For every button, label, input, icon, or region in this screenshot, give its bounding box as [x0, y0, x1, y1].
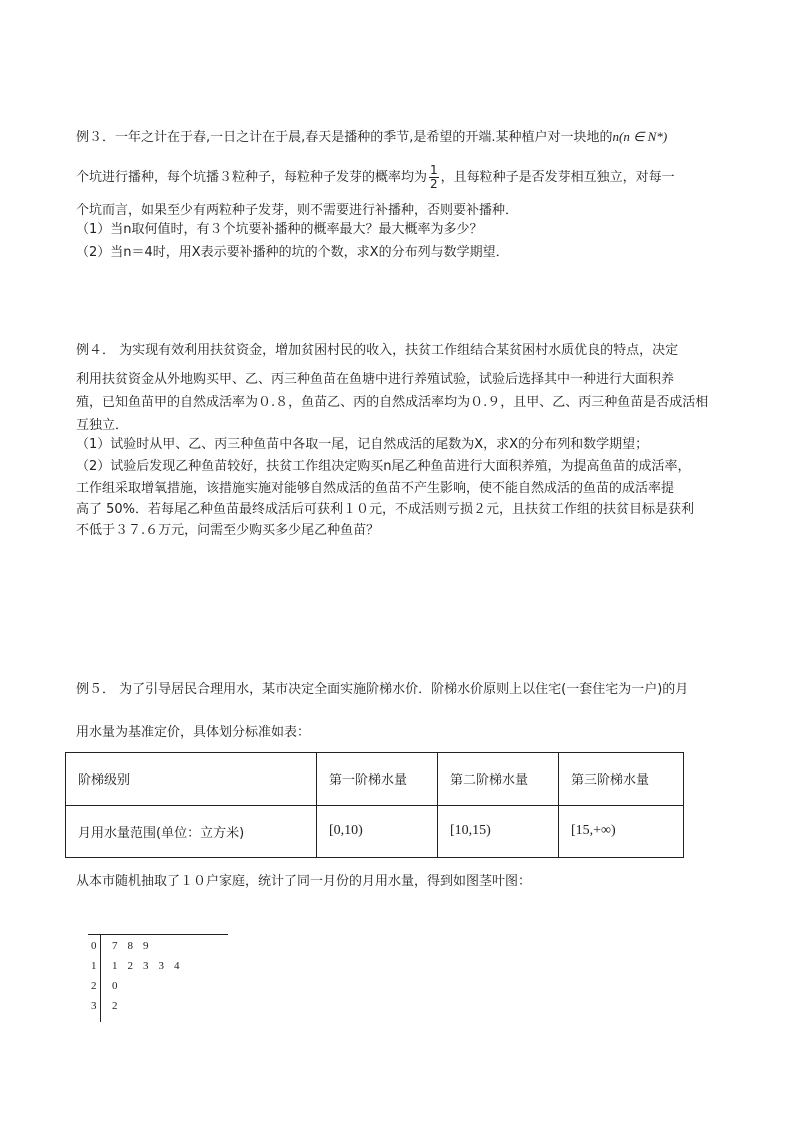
ex5-line2: 用水量为基准定价，具体划分标准如表：: [76, 725, 311, 740]
table-row: [66, 805, 684, 858]
leaf-value: 9: [143, 940, 149, 952]
probability-fraction: [429, 164, 439, 191]
fraction-numerator: 1: [430, 163, 438, 177]
ex5-line1: 例５． 为了引导居民合理用水，某市决定全面实施阶梯水价．阶梯水价原则上以住宅(一套住宅为一户)的月: [76, 682, 689, 697]
ex4-line7: 工作组采取增氧措施，该措施实施对能够自然成活的鱼苗不产生影响，使不能自然成活的鱼苗的成活率提: [76, 481, 675, 496]
stem-value: 3: [91, 1000, 97, 1012]
table-cell: 阶梯级别: [66, 753, 317, 806]
ex4-line4: 互独立．: [76, 418, 129, 433]
table-cell: [10,15): [438, 805, 559, 858]
table-cell: 第二阶梯水量: [438, 753, 559, 806]
stem-leaf-top-rule: [88, 934, 228, 935]
ex4-line5: （1）试验时从甲、乙、丙三种鱼苗中各取一尾，记自然成活的尾数为X，求X的分布列和数学期望；: [76, 437, 649, 452]
stem-leaf-plot: [88, 934, 233, 1024]
stem-leaf-row: [88, 976, 233, 996]
ex4-line3: 殖，已知鱼苗甲的自然成活率为０.８，鱼苗乙、丙的自然成活率均为０.９，且甲、乙、丙三种鱼苗是否成活相: [76, 395, 709, 410]
stem-leaf-row: [88, 996, 233, 1016]
water-tier-table: [65, 752, 684, 858]
stem-leaf-row: [88, 956, 233, 976]
ex3-line1-text: 例３．一年之计在于春,一日之计在于晨,春天是播种的季节,是希望的开端.某种植户对一块地的: [76, 130, 613, 145]
stem-value: 1: [91, 960, 97, 972]
ex4-line2: 利用扶贫资金从外地购买甲、乙、丙三种鱼苗在鱼塘中进行养殖试验，试验后选择其中一种进行大面积养: [76, 372, 675, 387]
stem-value: 2: [91, 980, 97, 992]
ex3-line1: [76, 128, 667, 147]
table-cell: [0,10): [317, 805, 438, 858]
ex5-line3: 从本市随机抽取了１０户家庭，统计了同一月份的月用水量，得到如图茎叶图：: [76, 874, 532, 889]
ex3-line3: 个坑而言，如果至少有两粒种子发芽，则不需要进行补播种，否则要补播种．: [76, 203, 519, 218]
leaf-value: 1: [112, 960, 118, 972]
leaf-value: 0: [112, 980, 118, 992]
table-cell: 第三阶梯水量: [559, 753, 684, 806]
stem-leaf-row: [88, 936, 233, 956]
ex3-line2-pre: 个坑进行播种，每个坑播３粒种子，每粒种子发芽的概率均为: [76, 170, 428, 185]
leaf-value: 4: [174, 960, 180, 972]
ex3-line2-post: ，且每粒种子是否发芽相互独立，对每一: [440, 170, 675, 185]
ex3-question-1: （1）当n取何值时，有３个坑要补播种的概率最大？最大概率为多少？: [76, 222, 483, 237]
leaf-value: 8: [127, 940, 133, 952]
ex4-line9: 不低于３７.６万元，问需至少购买多少尾乙种鱼苗？: [76, 523, 380, 538]
ex3-line2: [76, 164, 675, 191]
ex3-line1-math: n(n ∈ N*): [612, 129, 668, 144]
leaf-value: 2: [112, 1000, 118, 1012]
table-cell: [15,+∞): [559, 805, 684, 858]
table-cell: 月用水量范围(单位：立方米): [66, 805, 317, 858]
fraction-denominator: 2: [430, 177, 438, 191]
ex4-line8: 高了 50%．若每尾乙种鱼苗最终成活后可获利１０元，不成活则亏损２元，且扶贫工作组的扶贫目标是获利: [76, 502, 695, 517]
stem-value: 0: [91, 940, 97, 952]
leaf-value: 2: [127, 960, 133, 972]
leaf-value: 3: [143, 960, 149, 972]
leaf-value: 3: [158, 960, 164, 972]
table-cell: 第一阶梯水量: [317, 753, 438, 806]
leaf-value: 7: [112, 940, 118, 952]
ex3-question-2: （2）当n＝4时，用X表示要补播种的坑的个数，求X的分布列与数学期望．: [76, 245, 509, 260]
ex4-line1: 例４． 为实现有效利用扶贫资金，增加贫困村民的收入，扶贫工作组结合某贫困村水质优良的特点，决定: [76, 343, 679, 358]
ex4-line6: （2）试验后发现乙种鱼苗较好，扶贫工作组决定购买n尾乙种鱼苗进行大面积养殖，为提高鱼苗的成活率，: [76, 459, 691, 474]
table-row: [66, 753, 684, 806]
